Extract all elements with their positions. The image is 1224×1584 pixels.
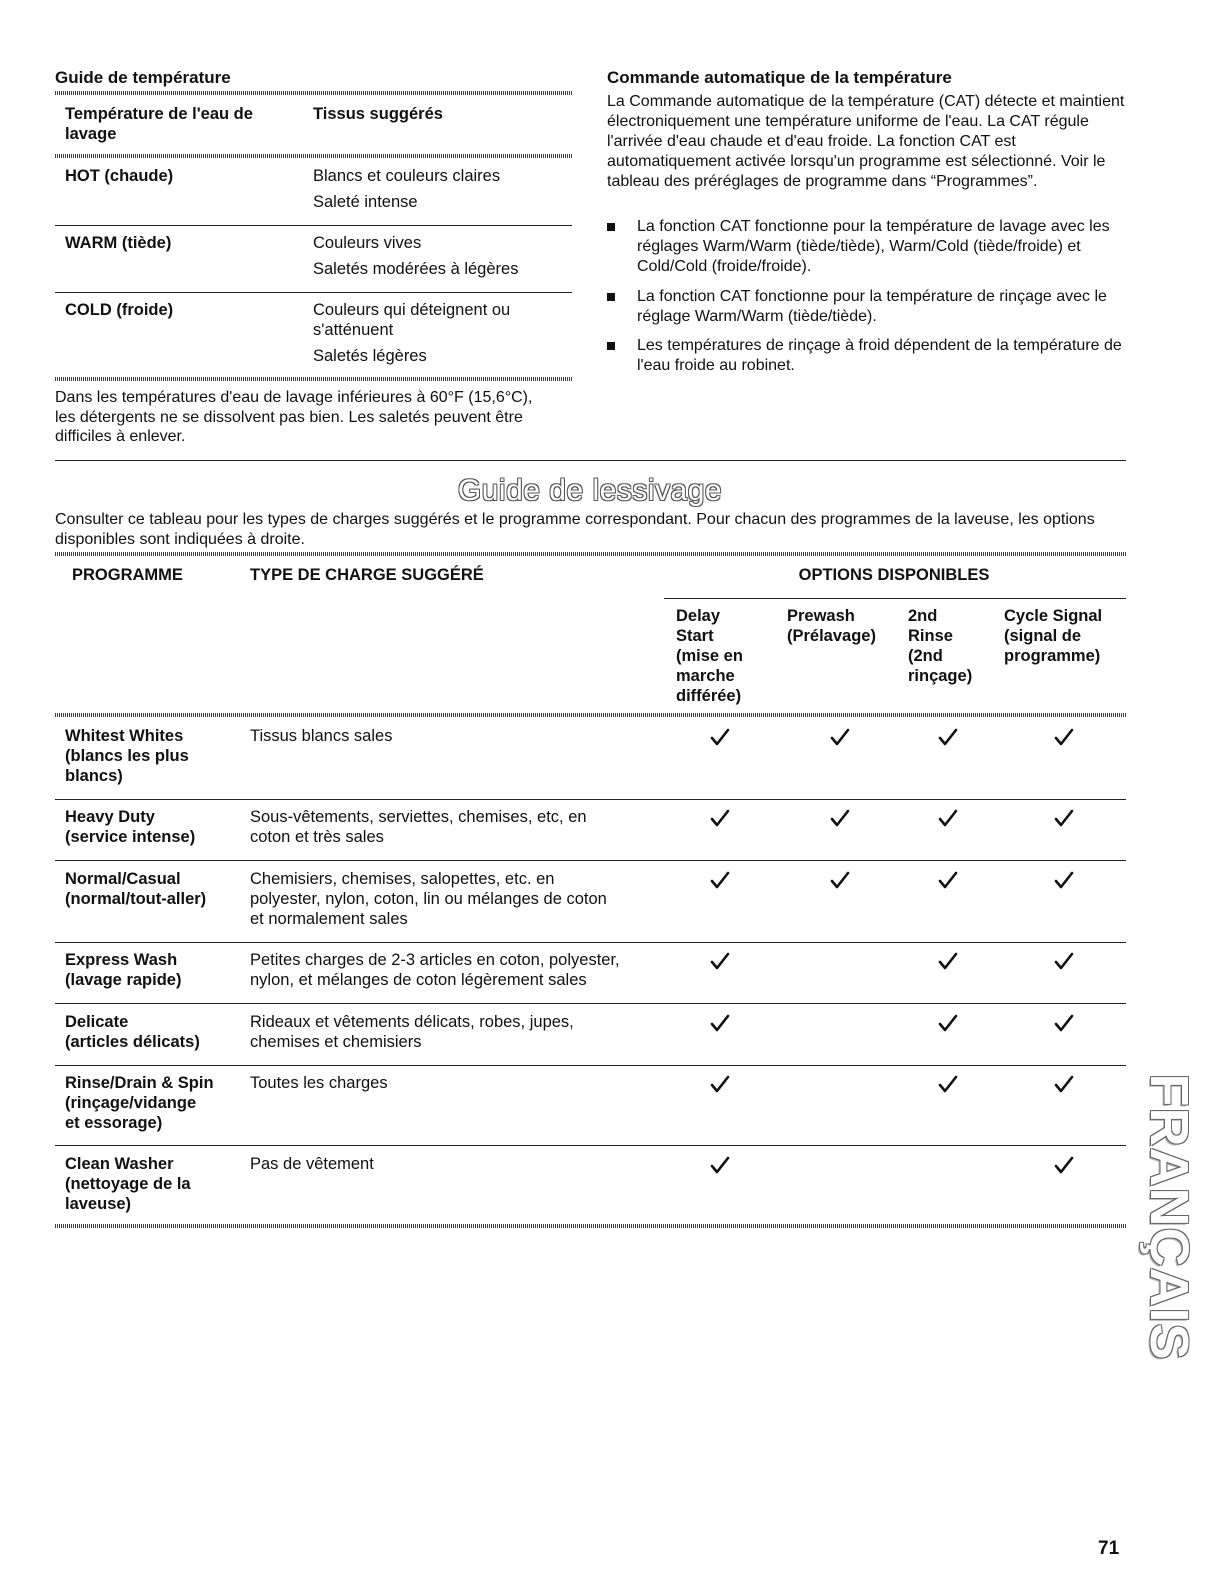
temp-header-fabrics: Tissus suggérés xyxy=(313,105,443,123)
load-description: Chemisiers, chemises, salopettes, etc. en polyester, nylon, coton, lin ou mélanges de coton et normalement sales xyxy=(250,870,607,928)
program-name: Rinse/Drain & Spin (rinçage/vidange et essorage) xyxy=(65,1074,214,1132)
temp-label: COLD (froide) xyxy=(65,301,174,319)
soil-line: Saletés modérées à légères xyxy=(313,260,519,278)
check-delay-start-icon xyxy=(710,1156,730,1174)
check-delay-start-icon xyxy=(710,871,730,889)
load-description: Toutes les charges xyxy=(250,1074,388,1092)
page-number: 71 xyxy=(1098,1538,1120,1559)
hatch-divider xyxy=(55,91,572,95)
hatch-divider xyxy=(55,377,572,381)
option-line: programme) xyxy=(1004,647,1101,665)
check-2nd-rinse-icon xyxy=(938,809,958,827)
hatch-divider xyxy=(55,713,1126,717)
check-delay-start-icon xyxy=(710,809,730,827)
bullet-square-icon xyxy=(607,342,615,350)
bullet-square-icon xyxy=(607,223,615,231)
fabric-line: Couleurs qui déteignent ou s'atténuent xyxy=(313,301,511,339)
soil-line: Saleté intense xyxy=(313,193,418,211)
option-line: Rinse xyxy=(908,627,953,645)
cat-title: Commande automatique de la température xyxy=(607,68,952,87)
hatch-divider xyxy=(55,552,1126,556)
temp-label: WARM (tiède) xyxy=(65,234,172,252)
check-cycle-signal-icon xyxy=(1054,952,1074,970)
option-line: (mise en xyxy=(676,647,743,665)
option-cycle-signal xyxy=(1004,606,1102,666)
temp-guide-title: Guide de température xyxy=(55,68,231,87)
laundry-guide-title: Guide de lessivage xyxy=(457,474,723,507)
load-description: Rideaux et vêtements délicats, robes, jupes, chemises et chemisiers xyxy=(250,1013,574,1051)
row-divider xyxy=(55,799,1126,800)
option-line: (signal de xyxy=(1004,627,1082,645)
option-line: (2nd xyxy=(908,647,943,665)
row-divider xyxy=(55,225,572,226)
option-2nd-rinse xyxy=(908,606,972,686)
row-divider xyxy=(55,1145,1126,1146)
temp-header-water: Température de l'eau de lavage xyxy=(65,105,253,143)
option-line: rinçage) xyxy=(908,667,973,685)
option-line: Start xyxy=(676,627,714,645)
check-cycle-signal-icon xyxy=(1054,1075,1074,1093)
side-label-text: FRANÇAIS xyxy=(1139,1073,1199,1361)
load-description: Pas de vêtement xyxy=(250,1155,374,1173)
row-divider xyxy=(55,942,1126,943)
option-prewash xyxy=(787,606,876,646)
load-description: Petites charges de 2-3 articles en coton, polyester, nylon, et mélanges de coton légèrement sales xyxy=(250,951,620,989)
check-delay-start-icon xyxy=(710,1014,730,1032)
check-delay-start-icon xyxy=(710,728,730,746)
check-delay-start-icon xyxy=(710,1075,730,1093)
cat-bullet-text: La fonction CAT fonctionne pour la température de rinçage avec le réglage Warm/Warm (tiède/tiède). xyxy=(637,288,1107,325)
program-name: Express Wash (lavage rapide) xyxy=(65,951,182,989)
option-line: différée) xyxy=(676,687,742,705)
bullet-square-icon xyxy=(607,293,615,301)
check-prewash-icon xyxy=(830,871,850,889)
row-divider xyxy=(55,292,572,293)
option-line: 2nd xyxy=(908,607,938,625)
hatch-divider xyxy=(55,154,572,158)
soil-line: Saletés légères xyxy=(313,347,427,365)
fabric-line: Couleurs vives xyxy=(313,234,422,252)
laundry-guide-intro: Consulter ce tableau pour les types de charges suggérés et le programme correspondant. Pour chacun des programmes de la laveuse, les options disponibles sont indiquées à droite. xyxy=(55,511,1095,548)
row-divider xyxy=(55,1065,1126,1066)
check-cycle-signal-icon xyxy=(1054,871,1074,889)
load-description: Sous-vêtements, serviettes, chemises, etc, en coton et très sales xyxy=(250,808,587,846)
check-2nd-rinse-icon xyxy=(938,871,958,889)
check-2nd-rinse-icon xyxy=(938,1075,958,1093)
program-name: Heavy Duty (service intense) xyxy=(65,808,196,846)
load-description: Tissus blancs sales xyxy=(250,727,393,745)
header-load-type: TYPE DE CHARGE SUGGÉRÉ xyxy=(250,566,484,584)
language-side-label xyxy=(1138,1073,1200,1361)
option-line: Prewash xyxy=(787,607,855,625)
option-line: Delay xyxy=(676,607,721,625)
option-line: Cycle Signal xyxy=(1004,607,1103,625)
check-prewash-icon xyxy=(830,809,850,827)
options-underline xyxy=(664,598,1126,599)
check-2nd-rinse-icon xyxy=(938,728,958,746)
check-prewash-icon xyxy=(830,728,850,746)
check-cycle-signal-icon xyxy=(1054,1014,1074,1032)
temp-guide-note: Dans les températures d'eau de lavage inférieures à 60°F (15,6°C), les détergents ne se dissolvent pas bien. Les saletés peuvent être difficiles à enlever. xyxy=(55,389,533,445)
section-divider xyxy=(55,460,1126,461)
option-line: (Prélavage) xyxy=(787,627,876,645)
hatch-divider xyxy=(55,1224,1126,1228)
program-name: Whitest Whites (blancs les plus blancs) xyxy=(65,727,189,785)
program-name: Clean Washer (nettoyage de la laveuse) xyxy=(65,1155,191,1213)
program-name: Normal/Casual (normal/tout-aller) xyxy=(65,870,207,908)
option-delay-start xyxy=(676,606,743,706)
check-cycle-signal-icon xyxy=(1054,728,1074,746)
check-2nd-rinse-icon xyxy=(938,952,958,970)
header-program: PROGRAMME xyxy=(72,566,183,584)
check-cycle-signal-icon xyxy=(1054,1156,1074,1174)
cat-bullet-text: La fonction CAT fonctionne pour la température de lavage avec les réglages Warm/Warm (tiède/tiède), Warm/Cold (tiède/froide) et Cold/Cold (froide/froide). xyxy=(637,218,1110,275)
check-cycle-signal-icon xyxy=(1054,809,1074,827)
row-divider xyxy=(55,860,1126,861)
check-delay-start-icon xyxy=(710,952,730,970)
check-2nd-rinse-icon xyxy=(938,1014,958,1032)
fabric-line: Blancs et couleurs claires xyxy=(313,167,501,185)
temp-label: HOT (chaude) xyxy=(65,167,174,185)
program-name: Delicate (articles délicats) xyxy=(65,1013,200,1051)
cat-bullet-text: Les températures de rinçage à froid dépendent de la température de l'eau froide au robinet. xyxy=(637,337,1122,374)
option-line: marche xyxy=(676,667,735,685)
row-divider xyxy=(55,1003,1126,1004)
cat-body: La Commande automatique de la température (CAT) détecte et maintient électroniquement une température uniforme de l'eau. La CAT régule l'arrivée d'eau chaude et d'eau froide. La fonction CAT est automatiquement activée lorsqu'un programme est sélectionné. Voir le tableau des préréglages de programme dans “Programmes”. xyxy=(607,93,1125,190)
header-options: OPTIONS DISPONIBLES xyxy=(798,566,990,584)
